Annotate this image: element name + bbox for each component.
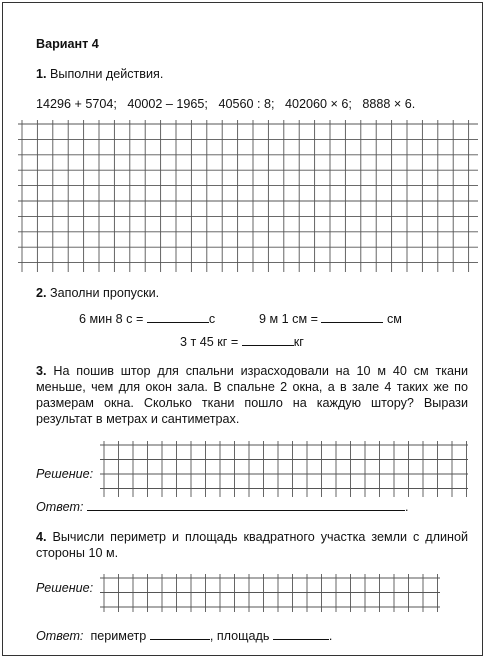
task2-blank-2[interactable] xyxy=(321,310,383,323)
task1-number: 1. xyxy=(36,67,47,81)
task3-solution-label: Решение: xyxy=(36,467,94,481)
task1-heading xyxy=(36,66,163,82)
task3-answer-row xyxy=(36,498,408,515)
task4-number: 4. xyxy=(36,530,47,544)
task2-blank-1[interactable] xyxy=(147,310,209,323)
task3-text-block xyxy=(36,363,468,427)
task4-area-blank[interactable] xyxy=(273,627,329,640)
task2-item-1-unit: с xyxy=(208,312,216,326)
task2-blank-3[interactable] xyxy=(242,333,294,346)
task4-perimeter-label: периметр xyxy=(90,629,147,643)
task2-item-1-label: 6 мин 8 с = xyxy=(79,312,144,326)
task4-area-label: , площадь xyxy=(209,629,270,643)
task2-heading xyxy=(36,285,159,301)
task1-expressions xyxy=(36,96,415,112)
task4-answer-end: . xyxy=(328,629,333,643)
task4-solution-label: Решение: xyxy=(36,581,94,595)
task2-item-3-unit: кг xyxy=(293,335,304,349)
task3-number: 3. xyxy=(36,364,47,378)
expression-1: 14296 + 5704; xyxy=(36,97,117,111)
expression-2: 40002 – 1965; xyxy=(127,97,208,111)
task3-solution-grid[interactable] xyxy=(100,441,468,497)
task2-item-2-unit: см xyxy=(386,312,402,326)
task3-answer-blank[interactable] xyxy=(87,498,405,511)
task2-prompt: Заполни пропуски. xyxy=(50,286,160,300)
task4-text: Вычисли периметр и площадь квадратного участка земли с длиной стороны 10 м. xyxy=(36,530,468,560)
task4-solution-grid[interactable] xyxy=(100,574,440,612)
task4-text-block xyxy=(36,529,468,561)
expression-4: 402060 × 6; xyxy=(284,97,352,111)
task4-perimeter-blank[interactable] xyxy=(150,627,210,640)
task4-answer-row xyxy=(36,627,332,644)
expression-3: 40560 : 8; xyxy=(218,97,275,111)
task2-item-3-label: 3 т 45 кг = xyxy=(180,335,239,349)
task4-answer-label: Ответ: xyxy=(36,629,84,643)
expression-5: 8888 × 6. xyxy=(362,97,416,111)
task3-answer-end: . xyxy=(404,500,409,514)
variant-title: Вариант 4 xyxy=(36,37,99,51)
task2-item-3 xyxy=(180,333,304,350)
task2-item-1 xyxy=(79,310,215,327)
task3-text: На пошив штор для спальни израсходовали на 10 м 40 см ткани меньше, чем для окон зала. В спальне 2 окна, а в зале 4 таких же по размерам окна. Сколько ткани пошло на каждую штору? Вырази результат в метрах и сантиметрах. xyxy=(36,364,469,426)
task2-number: 2. xyxy=(36,286,47,300)
task1-prompt: Выполни действия. xyxy=(50,67,164,81)
task3-answer-label: Ответ: xyxy=(36,500,84,514)
task1-work-grid[interactable] xyxy=(18,120,478,272)
task2-item-2 xyxy=(259,310,402,327)
task2-item-2-label: 9 м 1 см = xyxy=(259,312,318,326)
